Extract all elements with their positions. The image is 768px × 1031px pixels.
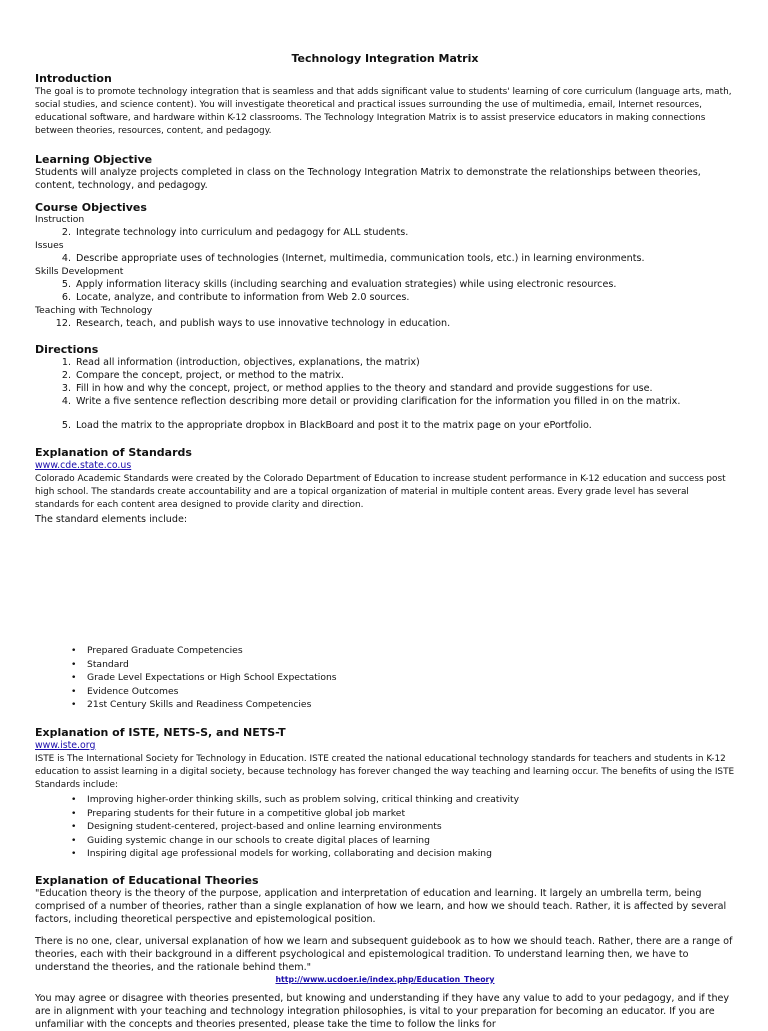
direction-item: 4. Write a five sentence reflection describing more detail or providing clarification for the information you filled in on the matrix. xyxy=(61,396,681,407)
objective-group-issues: Issues xyxy=(35,240,64,251)
list-item: • Prepared Graduate Competencies xyxy=(71,644,337,658)
objective-item: 2. Integrate technology into curriculum and pedagogy for ALL students. xyxy=(61,227,409,238)
direction-item: 3. Fill in how and why the concept, project, or method applies to the theory and standard and provide suggestions for use. xyxy=(61,383,653,394)
theories-paragraph-1: "Education theory is the theory of the purpose, application and interpretation of education and learning. It largely an umbrella term, being comprised of a number of theories, rather than a single explanation of how we learn, and how we should teach. Rather, it is affected by several factors, including theoretical perspective and epistemological position. xyxy=(35,888,727,925)
objective-item: 4. Describe appropriate uses of technologies (Internet, multimedia, communication tools, etc.) in learning environments. xyxy=(61,253,645,264)
objective-item: 12. Research, teach, and publish ways to use innovative technology in education. xyxy=(55,318,451,329)
list-item: • Preparing students for their future in a competitive global job market xyxy=(71,807,519,821)
document-title: Technology Integration Matrix xyxy=(291,52,479,65)
objective-group-instruction: Instruction xyxy=(35,214,85,225)
learning-objective-heading: Learning Objective xyxy=(35,153,153,166)
list-item: • Inspiring digital age professional models for working, collaborating and decision making xyxy=(71,847,519,861)
direction-item: 1. Read all information (introduction, objectives, explanations, the matrix) xyxy=(61,357,420,368)
iste-list xyxy=(71,793,519,861)
theories-paragraph-2: There is no one, clear, universal explanation of how we learn and subsequent guidebook as to how we should teach. Rather, there are a range of theories, each with their background in a different psychological and epistemological tradition. To understand learning then, we have to understand the theories, and the rationale behind them." xyxy=(35,936,733,973)
learning-objective-text: Students will analyze projects completed in class on the Technology Integration Matrix to demonstrate the relationships between theories, content, technology, and pedagogy. xyxy=(35,167,701,191)
list-item: • Standard xyxy=(71,658,337,672)
standards-list xyxy=(71,644,337,712)
objective-item: 5. Apply information literacy skills (including searching and evaluation strategies) while using electronic resources. xyxy=(61,279,617,290)
list-item: • Designing student-centered, project-based and online learning environments xyxy=(71,820,519,834)
standards-lead: The standard elements include: xyxy=(35,514,188,525)
theories-citation-link[interactable]: http://www.ucdoer.ie/index.php/Education_Theory xyxy=(275,975,495,984)
introduction-heading: Introduction xyxy=(35,72,112,85)
objective-group-skills: Skills Development xyxy=(35,266,124,277)
iste-link[interactable]: www.iste.org xyxy=(35,740,96,751)
theories-paragraph-3: You may agree or disagree with theories presented, but knowing and understanding if they have any value to add to your pedagogy, and if they are in alignment with your teaching and technology integration philosophies, is vital to your preparation for becoming an educator. If you are unfamiliar with the concepts and theories presented, please take the time to follow the links for xyxy=(35,993,730,1030)
list-item: • 21st Century Skills and Readiness Competencies xyxy=(71,698,337,712)
objective-group-teaching: Teaching with Technology xyxy=(35,305,153,316)
list-item: • Grade Level Expectations or High School Expectations xyxy=(71,671,337,685)
list-item: • Evidence Outcomes xyxy=(71,685,337,699)
list-item: • Guiding systemic change in our schools to create digital places of learning xyxy=(71,834,519,848)
standards-text: Colorado Academic Standards were created by the Colorado Department of Education to increase student performance in K-12 education and success post high school. The standards create accountability and are a topical organization of material in multiple content areas. Every grade level has several standards for each content area designed to provide clarity and direction. xyxy=(35,474,726,510)
course-objectives-heading: Course Objectives xyxy=(35,201,147,214)
theories-heading: Explanation of Educational Theories xyxy=(35,874,259,887)
iste-heading: Explanation of ISTE, NETS-S, and NETS-T xyxy=(35,726,286,739)
list-item: • Improving higher-order thinking skills, such as problem solving, critical thinking and creativity xyxy=(71,793,519,807)
introduction-text: The goal is to promote technology integration that is seamless and that adds significant value to students' learning of core curriculum (language arts, math, social studies, and science content). You will investigate theoretical and practical issues surrounding the use of multimedia, email, Internet resources, educational software, and hardware within K-12 classrooms. The Technology Integration Matrix is to assist preservice educators in making connections between theories, resources, content, and pedagogy. xyxy=(35,87,732,136)
objective-item: 6. Locate, analyze, and contribute to information from Web 2.0 sources. xyxy=(61,292,410,303)
direction-item: 5. Load the matrix to the appropriate dropbox in BlackBoard and post it to the matrix page on your ePortfolio. xyxy=(61,420,592,431)
standards-link[interactable]: www.cde.state.co.us xyxy=(35,460,132,471)
standards-heading: Explanation of Standards xyxy=(35,446,192,459)
directions-heading: Directions xyxy=(35,343,99,356)
direction-item: 2. Compare the concept, project, or method to the matrix. xyxy=(61,370,344,381)
iste-text: ISTE is The International Society for Technology in Education. ISTE created the national educational technology standards for teachers and students in K-12 education to assist learning in a digital society, because technology has forever changed the way teaching and learning occur. The benefits of using the ISTE Standards include: xyxy=(35,754,735,790)
